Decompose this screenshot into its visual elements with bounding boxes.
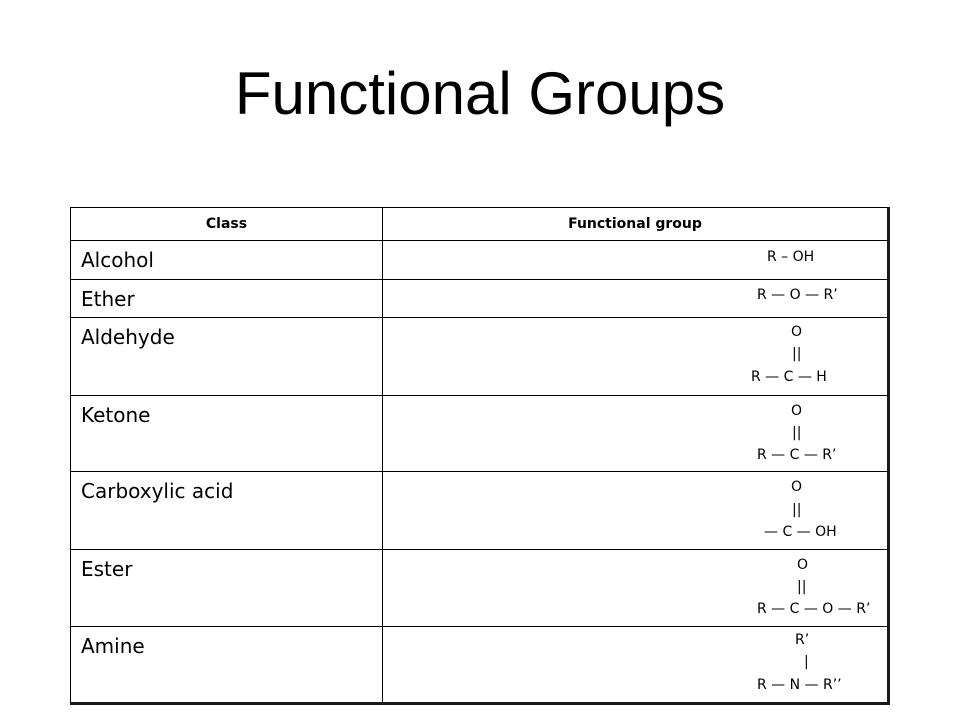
formula-line: R — C — H (751, 369, 827, 385)
functional-group-cell (383, 472, 889, 550)
header-functional-group: Functional group (383, 208, 889, 241)
table-row (71, 280, 889, 318)
formula-line: R — O — R’ (757, 287, 838, 303)
class-name: Ether (71, 280, 383, 318)
formula-line: R — N — R’’ (757, 677, 842, 693)
formula-line: R – OH (767, 249, 815, 265)
formula-line: R’ (795, 632, 810, 648)
formula-line: O (797, 557, 809, 573)
table-row (71, 627, 889, 704)
functional-group-cell (383, 550, 889, 627)
formula-line: || (792, 346, 802, 362)
formula-line: R — C — R’ (757, 447, 837, 463)
formula-line: | (804, 654, 809, 670)
formula-line: || (797, 579, 807, 595)
table-row (71, 550, 889, 627)
formula-line: R — C — O — R’ (757, 601, 871, 617)
formula-line: O (791, 403, 803, 419)
class-name: Ester (71, 550, 383, 627)
functional-group-cell (383, 318, 889, 396)
functional-group-cell (383, 396, 889, 472)
formula-line: O (791, 324, 803, 340)
class-name: Alcohol (71, 241, 383, 280)
table-row (71, 472, 889, 550)
table-row (71, 318, 889, 396)
functional-group-cell (383, 627, 889, 704)
functional-group-cell (383, 280, 889, 318)
formula-line: — C — OH (764, 524, 837, 540)
class-name: Carboxylic acid (71, 472, 383, 550)
formula-line: || (792, 502, 802, 518)
table-header-row (71, 208, 889, 241)
functional-groups-table (70, 207, 890, 705)
class-name: Aldehyde (71, 318, 383, 396)
formula-line: || (792, 425, 802, 441)
header-class: Class (71, 208, 383, 241)
class-name: Amine (71, 627, 383, 704)
slide-title: Functional Groups (234, 60, 726, 127)
table-row (71, 396, 889, 472)
class-name: Ketone (71, 396, 383, 472)
table-row (71, 241, 889, 280)
functional-group-cell (383, 241, 889, 280)
formula-line: O (791, 479, 803, 495)
